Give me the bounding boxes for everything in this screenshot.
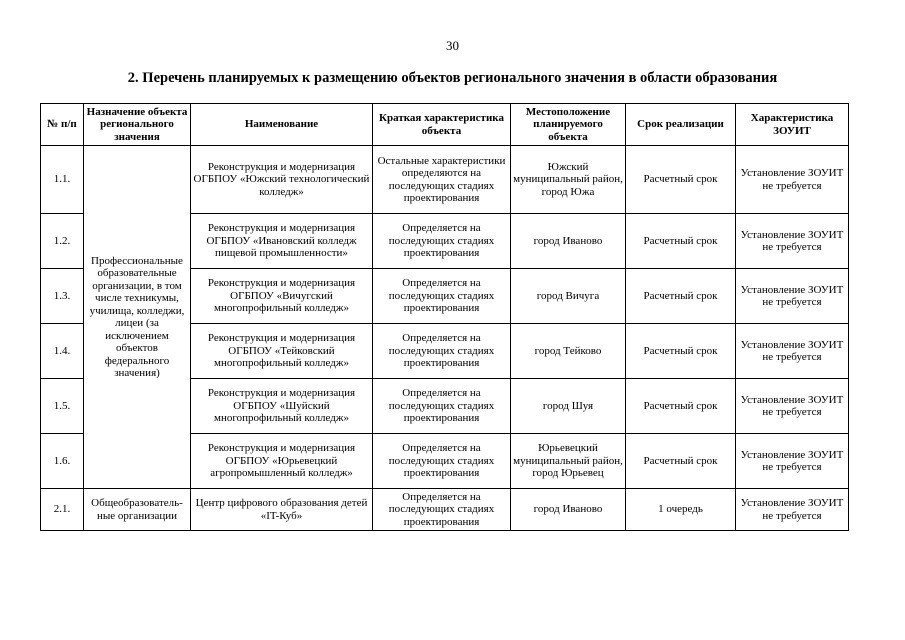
- header-num: № п/п: [41, 104, 84, 146]
- object-term: Расчетный срок: [626, 146, 736, 214]
- object-zouit: Установление ЗОУИТ не требуется: [736, 214, 849, 269]
- object-term: 1 очередь: [626, 489, 736, 531]
- object-location: город Иваново: [511, 489, 626, 531]
- object-desc: Определяется на последующих стадиях проектирования: [373, 489, 511, 531]
- object-term: Расчетный срок: [626, 269, 736, 324]
- group-purpose: Профессиональные образовательные организации, в том числе техникумы, училища, колледжи, лицеи (за исключением объектов федерального значения): [84, 146, 191, 489]
- object-zouit: Установление ЗОУИТ не требуется: [736, 269, 849, 324]
- object-term: Расчетный срок: [626, 434, 736, 489]
- object-desc: Определяется на последующих стадиях проектирования: [373, 379, 511, 434]
- group-purpose: Общеобразователь-ные организации: [84, 489, 191, 531]
- object-name: Реконструкция и модернизация ОГБПОУ «Вичугский многопрофильный колледж»: [191, 269, 373, 324]
- object-name: Центр цифрового образования детей «IT-Куб»: [191, 489, 373, 531]
- object-desc: Остальные характеристики определяются на последующих стадиях проектирования: [373, 146, 511, 214]
- object-zouit: Установление ЗОУИТ не требуется: [736, 146, 849, 214]
- row-number: 1.3.: [41, 269, 84, 324]
- header-zouit: Характеристика ЗОУИТ: [736, 104, 849, 146]
- row-number: 1.5.: [41, 379, 84, 434]
- row-number: 1.1.: [41, 146, 84, 214]
- table-header: [41, 104, 849, 146]
- object-name: Реконструкция и модернизация ОГБПОУ «Южский технологический колледж»: [191, 146, 373, 214]
- object-zouit: Установление ЗОУИТ не требуется: [736, 489, 849, 531]
- object-location: город Вичуга: [511, 269, 626, 324]
- object-term: Расчетный срок: [626, 379, 736, 434]
- object-location: город Тейково: [511, 324, 626, 379]
- header-location: Местоположение планируемого объекта: [511, 104, 626, 146]
- object-zouit: Установление ЗОУИТ не требуется: [736, 434, 849, 489]
- object-zouit: Установление ЗОУИТ не требуется: [736, 379, 849, 434]
- object-desc: Определяется на последующих стадиях проектирования: [373, 214, 511, 269]
- object-term: Расчетный срок: [626, 214, 736, 269]
- row-number: 1.2.: [41, 214, 84, 269]
- object-name: Реконструкция и модернизация ОГБПОУ «Ивановский колледж пищевой промышленности»: [191, 214, 373, 269]
- table-row: [41, 146, 849, 214]
- object-location: город Шуя: [511, 379, 626, 434]
- header-desc: Краткая характеристика объекта: [373, 104, 511, 146]
- row-number: 1.4.: [41, 324, 84, 379]
- object-desc: Определяется на последующих стадиях проектирования: [373, 434, 511, 489]
- object-name: Реконструкция и модернизация ОГБПОУ «Тейковский многопрофильный колледж»: [191, 324, 373, 379]
- header-purpose: Назначение объекта регионального значения: [84, 104, 191, 146]
- object-name: Реконструкция и модернизация ОГБПОУ «Шуйский многопрофильный колледж»: [191, 379, 373, 434]
- object-location: Юрьевецкий муниципальный район, город Юрьевец: [511, 434, 626, 489]
- row-number: 1.6.: [41, 434, 84, 489]
- header-name: Наименование: [191, 104, 373, 146]
- object-desc: Определяется на последующих стадиях проектирования: [373, 324, 511, 379]
- object-name: Реконструкция и модернизация ОГБПОУ «Юрьевецкий агропромышленный колледж»: [191, 434, 373, 489]
- object-location: Южский муниципальный район, город Южа: [511, 146, 626, 214]
- object-desc: Определяется на последующих стадиях проектирования: [373, 269, 511, 324]
- row-number: 2.1.: [41, 489, 84, 531]
- object-zouit: Установление ЗОУИТ не требуется: [736, 324, 849, 379]
- page-number: 30: [446, 38, 459, 53]
- section-title: 2. Перечень планируемых к размещению объектов регионального значения в области образования: [127, 70, 778, 86]
- object-term: Расчетный срок: [626, 324, 736, 379]
- object-location: город Иваново: [511, 214, 626, 269]
- objects-table: [40, 103, 849, 531]
- table-row: [41, 489, 849, 531]
- header-term: Срок реализации: [626, 104, 736, 146]
